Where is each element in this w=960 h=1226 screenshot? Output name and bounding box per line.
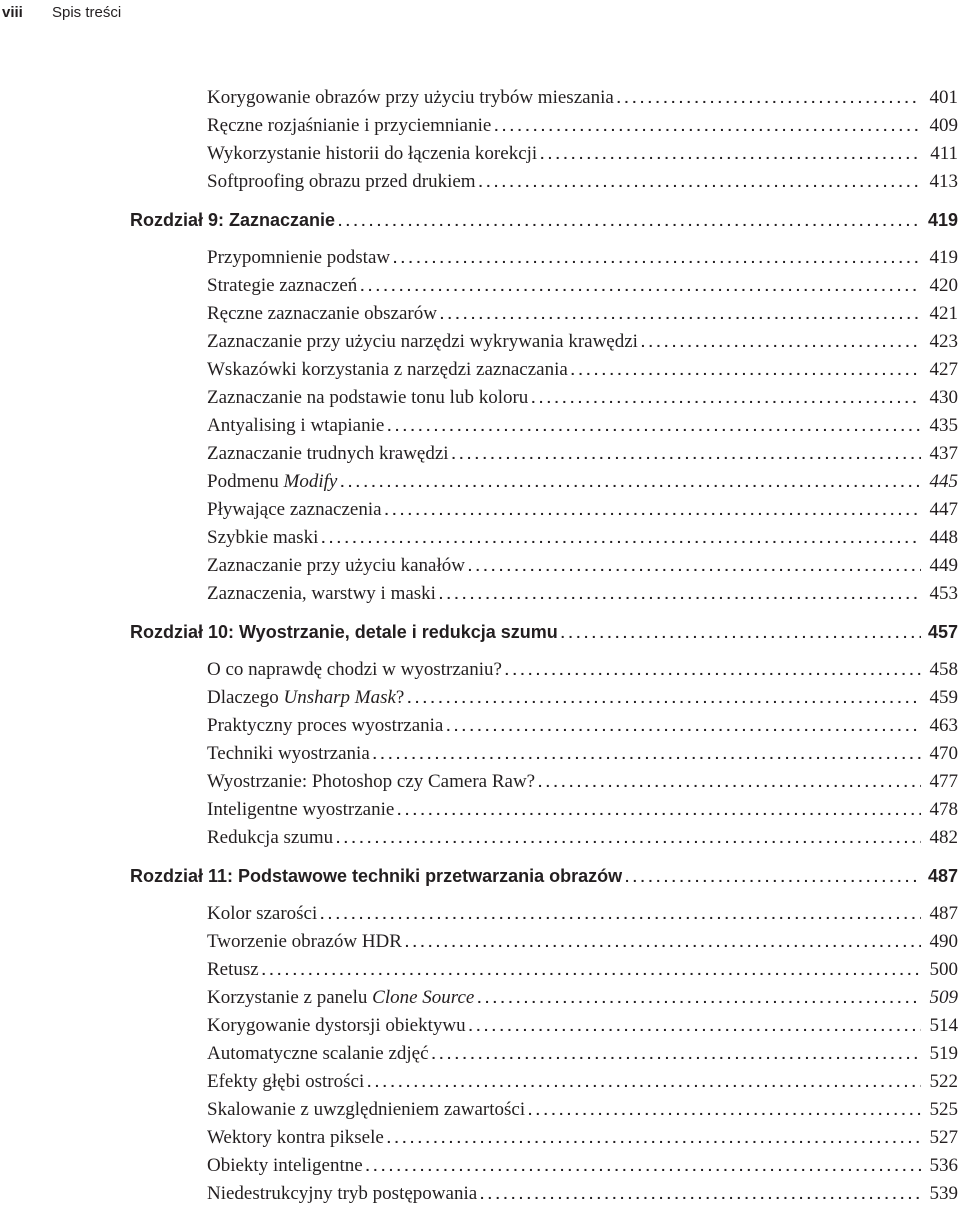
entry-title-text: Strategie zaznaczeń: [207, 275, 358, 296]
entry-title-text: Przypomnienie podstaw: [207, 247, 391, 268]
dot-leader: [321, 524, 921, 552]
toc-entry[interactable]: [130, 1096, 958, 1124]
entry-page-number: 458: [929, 659, 958, 680]
entry-page-number: 478: [929, 799, 958, 820]
chapter-title: Rozdział 10: Wyostrzanie, detale i redukcja szumu: [130, 622, 558, 642]
entry-title-text: Obiekty inteligentne: [207, 1155, 363, 1176]
entry-title: [207, 440, 449, 468]
dot-leader: [480, 1180, 921, 1208]
dot-leader: [468, 552, 921, 580]
entry-title-text: Korygowanie dystorsji obiektywu: [207, 1015, 466, 1036]
dot-leader: [336, 824, 921, 852]
entry-title-text: Pływające zaznaczenia: [207, 499, 382, 520]
entry-title-text: Automatyczne scalanie zdjęć: [207, 1043, 429, 1064]
dot-leader: [340, 468, 921, 496]
entry-title-text: Szybkie maski: [207, 527, 319, 548]
entry-title-text: Korygowanie obrazów przy użyciu trybów mieszania: [207, 87, 614, 108]
toc-entry[interactable]: [130, 796, 958, 824]
entry-page-number: 423: [929, 331, 958, 352]
entry-title: [207, 1124, 384, 1152]
chapter-page-number: 487: [927, 866, 958, 886]
toc-entry[interactable]: [130, 1124, 958, 1152]
entry-title: [207, 168, 476, 196]
entry-title: [207, 244, 390, 272]
entry-page-number: 419: [929, 247, 958, 268]
table-of-contents: [130, 84, 958, 1208]
dot-leader: [617, 84, 921, 112]
chapter-title: Rozdział 11: Podstawowe techniki przetwarzania obrazów: [130, 866, 623, 886]
dot-leader: [494, 112, 921, 140]
entry-title-text: Kolor szarości: [207, 903, 318, 924]
entry-title-text: Tworzenie obrazów HDR: [207, 931, 402, 952]
toc-entry[interactable]: [130, 1068, 958, 1096]
dot-leader: [320, 900, 921, 928]
entry-page-number: 445: [929, 471, 958, 492]
toc-entry[interactable]: [130, 272, 958, 300]
toc-entry[interactable]: [130, 1012, 958, 1040]
entry-title-text: Zaznaczanie na podstawie tonu lub koloru: [207, 387, 529, 408]
entry-title-italic: Unsharp Mask: [283, 687, 396, 708]
entry-page-number: 449: [929, 555, 958, 576]
entry-page-number: 459: [929, 687, 958, 708]
page-header: [0, 0, 121, 24]
entry-title: [207, 824, 333, 852]
chapter-heading[interactable]: [130, 206, 958, 234]
entry-title: [207, 1096, 525, 1124]
entry-page-number: 463: [929, 715, 958, 736]
entry-title: [207, 656, 502, 684]
toc-entry[interactable]: [130, 712, 958, 740]
entry-page-number: 401: [929, 87, 958, 108]
entry-title: [207, 928, 402, 956]
entry-title-text: Zaznaczanie trudnych krawędzi: [207, 443, 449, 464]
entry-title: [207, 684, 404, 712]
entry-title-text: O co naprawdę chodzi w wyostrzaniu?: [207, 659, 502, 680]
toc-entry[interactable]: [130, 984, 958, 1012]
entry-title-text: Efekty głębi ostrości: [207, 1071, 365, 1092]
entry-title: [207, 956, 259, 984]
page-number: viii: [2, 3, 23, 21]
entry-title-text: Antyalising i wtapianie: [207, 415, 385, 436]
running-title: Spis treści: [52, 3, 122, 21]
toc-entry[interactable]: [130, 300, 958, 328]
chapter-heading[interactable]: [130, 862, 958, 890]
entry-page-number: 421: [929, 303, 958, 324]
entry-page-number: 427: [929, 359, 958, 380]
entry-page-number: 539: [929, 1183, 958, 1204]
toc-entry[interactable]: [130, 580, 958, 608]
toc-entry[interactable]: [130, 84, 958, 112]
dot-leader: [373, 740, 921, 768]
entry-title: [207, 1012, 466, 1040]
dot-leader: [469, 1012, 921, 1040]
toc-entry[interactable]: [130, 440, 958, 468]
entry-title: [207, 900, 317, 928]
entry-title: [207, 796, 394, 824]
entry-page-number: 487: [929, 903, 958, 924]
dot-leader: [561, 619, 921, 647]
dot-leader: [367, 1068, 921, 1096]
entry-title-text: Korzystanie z panelu: [207, 987, 373, 1008]
entry-title-text: Techniki wyostrzania: [207, 743, 370, 764]
entry-title: [207, 140, 537, 168]
entry-title: [207, 580, 436, 608]
entry-title: [207, 384, 528, 412]
entry-title: [207, 524, 318, 552]
entry-page-number: 409: [929, 115, 958, 136]
entry-title-text: Ręczne zaznaczanie obszarów: [207, 303, 437, 324]
entry-page-number: 536: [929, 1155, 958, 1176]
toc-entry[interactable]: [130, 468, 958, 496]
entry-title: [207, 84, 614, 112]
entry-title-text: ?: [395, 687, 405, 708]
entry-title: [207, 1040, 429, 1068]
entry-page-number: 430: [929, 387, 958, 408]
toc-entry[interactable]: [130, 1040, 958, 1068]
toc-entry[interactable]: [130, 356, 958, 384]
entry-title: [207, 712, 443, 740]
toc-entry[interactable]: [130, 140, 958, 168]
dot-leader: [538, 768, 921, 796]
dot-leader: [452, 440, 921, 468]
entry-title-text: Praktyczny proces wyostrzania: [207, 715, 444, 736]
entry-title-text: Dlaczego: [207, 687, 284, 708]
dot-leader: [571, 356, 921, 384]
toc-entry[interactable]: [130, 412, 958, 440]
entry-page-number: 500: [929, 959, 958, 980]
toc-entry[interactable]: [130, 1152, 958, 1180]
entry-title-text: Wskazówki korzystania z narzędzi zaznaczania: [207, 359, 568, 380]
entry-title: [207, 468, 337, 496]
chapter-page-number: 419: [927, 210, 958, 230]
entry-title-text: Wykorzystanie historii do łączenia korekcji: [207, 143, 538, 164]
entry-title: [207, 984, 474, 1012]
dot-leader: [531, 384, 921, 412]
entry-page-number: 490: [929, 931, 958, 952]
chapter-title: Rozdział 9: Zaznaczanie: [130, 210, 336, 230]
toc-entry[interactable]: [130, 824, 958, 852]
entry-title: [207, 768, 535, 796]
entry-title: [207, 740, 370, 768]
toc-entry[interactable]: [130, 656, 958, 684]
toc-entry[interactable]: [130, 928, 958, 956]
toc-entry[interactable]: [130, 524, 958, 552]
dot-leader: [641, 328, 921, 356]
entry-page-number: 514: [929, 1015, 958, 1036]
entry-title: [207, 272, 357, 300]
entry-title-text: Softproofing obrazu przed drukiem: [207, 171, 476, 192]
dot-leader: [393, 244, 921, 272]
dot-leader: [528, 1096, 921, 1124]
entry-title: [207, 356, 568, 384]
toc-entry[interactable]: [130, 768, 958, 796]
toc-entry[interactable]: [130, 900, 958, 928]
dot-leader: [338, 207, 921, 235]
toc-entry[interactable]: [130, 956, 958, 984]
toc-entry[interactable]: [130, 496, 958, 524]
entry-title: [207, 496, 382, 524]
entry-page-number: 447: [929, 499, 958, 520]
entry-page-number: 519: [929, 1043, 958, 1064]
dot-leader: [397, 796, 921, 824]
entry-title-text: Inteligentne wyostrzanie: [207, 799, 395, 820]
dot-leader: [387, 1124, 921, 1152]
entry-title-text: Skalowanie z uwzględnieniem zawartości: [207, 1099, 526, 1120]
chapter-page-number: 457: [927, 622, 958, 642]
entry-title-text: Ręczne rozjaśnianie i przyciemnianie: [207, 115, 492, 136]
dot-leader: [385, 496, 921, 524]
dot-leader: [479, 168, 921, 196]
dot-leader: [432, 1040, 921, 1068]
chapter-heading[interactable]: [130, 618, 958, 646]
entry-title-italic: Clone Source: [372, 987, 475, 1008]
dot-leader: [366, 1152, 921, 1180]
entry-title-text: Redukcja szumu: [207, 827, 334, 848]
toc-entry[interactable]: [130, 740, 958, 768]
dot-leader: [540, 140, 921, 168]
toc-entry[interactable]: [130, 112, 958, 140]
toc-entry[interactable]: [130, 168, 958, 196]
entry-page-number: 435: [929, 415, 958, 436]
entry-page-number: 477: [929, 771, 958, 792]
entry-page-number: 527: [929, 1127, 958, 1148]
entry-title-text: Wektory kontra piksele: [207, 1127, 384, 1148]
entry-title: [207, 412, 384, 440]
dot-leader: [439, 580, 921, 608]
dot-leader: [625, 863, 921, 891]
dot-leader: [405, 928, 921, 956]
entry-page-number: 420: [929, 275, 958, 296]
toc-entry[interactable]: [130, 244, 958, 272]
entry-page-number: 413: [929, 171, 958, 192]
entry-page-number: 522: [929, 1071, 958, 1092]
dot-leader: [387, 412, 921, 440]
dot-leader: [262, 956, 921, 984]
entry-title: [207, 300, 437, 328]
dot-leader: [446, 712, 921, 740]
entry-page-number: 470: [929, 743, 958, 764]
dot-leader: [360, 272, 921, 300]
entry-title-text: Podmenu: [207, 471, 284, 492]
entry-title-text: Zaznaczanie przy użyciu narzędzi wykrywania krawędzi: [207, 331, 638, 352]
toc-entry[interactable]: [130, 384, 958, 412]
entry-page-number: 453: [929, 583, 958, 604]
entry-title: [207, 1180, 477, 1208]
entry-title: [207, 112, 491, 140]
entry-page-number: 411: [930, 143, 958, 164]
entry-title-text: Zaznaczanie przy użyciu kanałów: [207, 555, 465, 576]
entry-title: [207, 1068, 364, 1096]
entry-page-number: 482: [929, 827, 958, 848]
entry-title-italic: Modify: [283, 471, 338, 492]
entry-page-number: 525: [929, 1099, 958, 1120]
entry-page-number: 448: [929, 527, 958, 548]
toc-entry[interactable]: [130, 684, 958, 712]
entry-title-text: Niedestrukcyjny tryb postępowania: [207, 1183, 478, 1204]
dot-leader: [440, 300, 921, 328]
toc-entry[interactable]: [130, 328, 958, 356]
entry-title-text: Zaznaczenia, warstwy i maski: [207, 583, 436, 604]
dot-leader: [505, 656, 921, 684]
entry-page-number: 509: [929, 987, 958, 1008]
entry-title: [207, 1152, 363, 1180]
dot-leader: [477, 984, 921, 1012]
entry-page-number: 437: [929, 443, 958, 464]
entry-title: [207, 552, 465, 580]
dot-leader: [407, 684, 921, 712]
entry-title: [207, 328, 638, 356]
toc-entry[interactable]: [130, 552, 958, 580]
entry-title-text: Wyostrzanie: Photoshop czy Camera Raw?: [207, 771, 536, 792]
entry-title-text: Retusz: [207, 959, 259, 980]
toc-entry[interactable]: [130, 1180, 958, 1208]
